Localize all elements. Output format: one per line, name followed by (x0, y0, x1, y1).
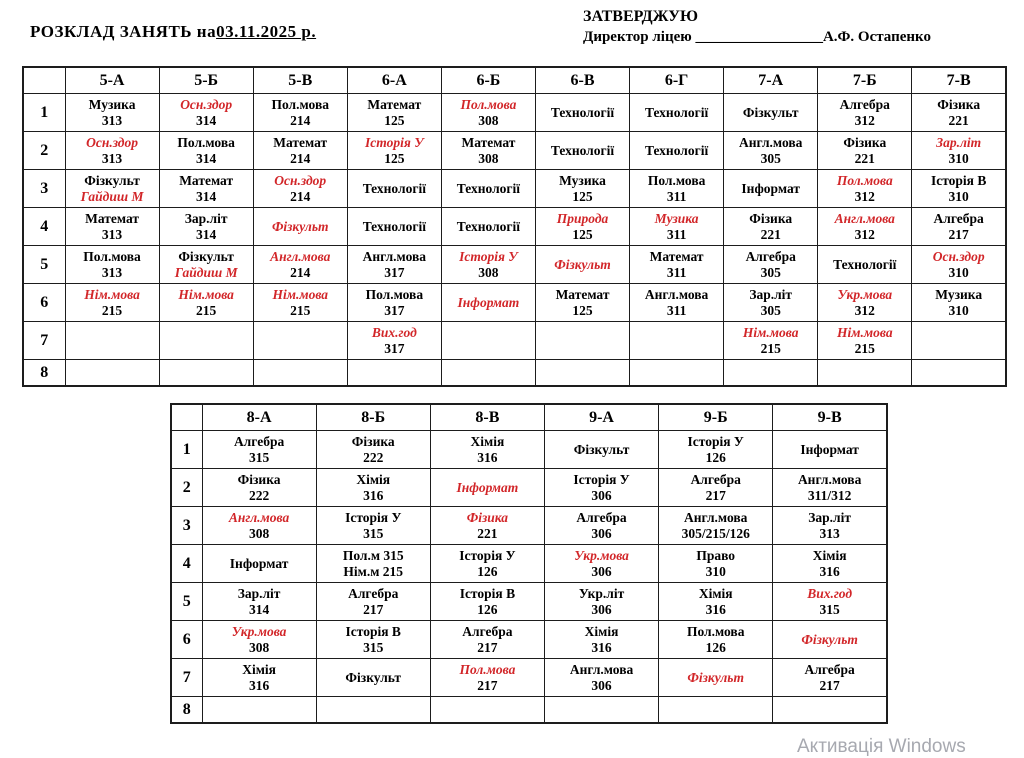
corner-cell (23, 67, 65, 94)
cell-8-Б-p1: Фізика 222 (316, 431, 430, 469)
cell-6-В-p3: Музика 125 (535, 170, 629, 208)
period-number: 2 (171, 469, 202, 507)
cell-6-Б-p5: Історія У 308 (441, 246, 535, 284)
page-title (30, 22, 316, 42)
class-header-9-Б: 9-Б (659, 404, 773, 431)
cell-9-А-p6: Хімія 316 (544, 621, 658, 659)
cell-8-В-p6: Алгебра 217 (430, 621, 544, 659)
cell-6-Г-p4: Музика 311 (630, 208, 724, 246)
cell-7-В-p3: Історія В 310 (912, 170, 1006, 208)
class-header-5-Б: 5-Б (159, 67, 253, 94)
title-text: РОЗКЛАД ЗАНЯТЬ на (30, 22, 217, 41)
cell-5-Б-p1: Осн.здор 314 (159, 94, 253, 132)
cell-8-Б-p5: Алгебра 217 (316, 583, 430, 621)
cell-7-В-p1: Фізика 221 (912, 94, 1006, 132)
cell-6-Г-p2: Технології (630, 132, 724, 170)
cell-7-В-p6: Музика 310 (912, 284, 1006, 322)
approval-block (583, 8, 931, 46)
cell-9-А-p8 (544, 697, 658, 724)
cell-6-Б-p6: Інформат (441, 284, 535, 322)
cell-5-В-p2: Математ 214 (253, 132, 347, 170)
cell-8-В-p5: Історія В 126 (430, 583, 544, 621)
period-number: 2 (23, 132, 65, 170)
cell-8-А-p6: Укр.мова 308 (202, 621, 316, 659)
cell-8-Б-p7: Фізкульт (316, 659, 430, 697)
cell-5-А-p8 (65, 360, 159, 387)
schedule-date: 03.11.2025 р. (216, 22, 317, 41)
cell-5-В-p3: Осн.здор 214 (253, 170, 347, 208)
cell-5-Б-p5: Фізкульт Гайдиш М (159, 246, 253, 284)
cell-7-А-p4: Фізика 221 (724, 208, 818, 246)
cell-8-Б-p6: Історія В 315 (316, 621, 430, 659)
cell-9-Б-p5: Хімія 316 (659, 583, 773, 621)
cell-7-Б-p2: Фізика 221 (818, 132, 912, 170)
period-number: 8 (171, 697, 202, 724)
period-number: 7 (171, 659, 202, 697)
schedule-table-wrapper-5-7 (22, 66, 1007, 387)
class-header-9-В: 9-В (773, 404, 887, 431)
cell-9-А-p1: Фізкульт (544, 431, 658, 469)
cell-5-В-p1: Пол.мова 214 (253, 94, 347, 132)
cell-8-А-p2: Фізика 222 (202, 469, 316, 507)
cell-6-А-p1: Математ 125 (347, 94, 441, 132)
period-number: 4 (171, 545, 202, 583)
cell-8-Б-p3: Історія У 315 (316, 507, 430, 545)
cell-8-А-p4: Інформат (202, 545, 316, 583)
cell-6-В-p8 (535, 360, 629, 387)
cell-5-Б-p4: Зар.літ 314 (159, 208, 253, 246)
cell-8-Б-p2: Хімія 316 (316, 469, 430, 507)
cell-6-Б-p7 (441, 322, 535, 360)
class-header-7-В: 7-В (912, 67, 1006, 94)
schedule-table-wrapper-8-9 (170, 403, 888, 724)
cell-9-А-p3: Алгебра 306 (544, 507, 658, 545)
director-name: А.Ф. Остапенко (822, 29, 932, 45)
cell-9-В-p1: Інформат (773, 431, 887, 469)
cell-8-В-p4: Історія У 126 (430, 545, 544, 583)
cell-6-А-p4: Технології (347, 208, 441, 246)
cell-9-В-p8 (773, 697, 887, 724)
cell-5-Б-p7 (159, 322, 253, 360)
period-number: 7 (23, 322, 65, 360)
cell-9-В-p4: Хімія 316 (773, 545, 887, 583)
class-header-7-А: 7-А (724, 67, 818, 94)
cell-6-В-p6: Математ 125 (535, 284, 629, 322)
period-number: 5 (23, 246, 65, 284)
cell-8-В-p8 (430, 697, 544, 724)
cell-6-А-p5: Англ.мова 317 (347, 246, 441, 284)
cell-7-А-p2: Англ.мова 305 (724, 132, 818, 170)
cell-6-Г-p3: Пол.мова 311 (630, 170, 724, 208)
cell-6-Б-p1: Пол.мова 308 (441, 94, 535, 132)
period-number: 6 (171, 621, 202, 659)
cell-5-В-p4: Фізкульт (253, 208, 347, 246)
cell-9-Б-p2: Алгебра 217 (659, 469, 773, 507)
class-header-5-А: 5-А (65, 67, 159, 94)
signature-blank: _________________ (695, 29, 823, 45)
cell-5-А-p7 (65, 322, 159, 360)
class-header-8-Б: 8-Б (316, 404, 430, 431)
period-number: 3 (23, 170, 65, 208)
period-number: 1 (171, 431, 202, 469)
class-header-8-В: 8-В (430, 404, 544, 431)
cell-6-Г-p1: Технології (630, 94, 724, 132)
cell-5-В-p5: Англ.мова 214 (253, 246, 347, 284)
cell-5-В-p8 (253, 360, 347, 387)
cell-9-Б-p4: Право 310 (659, 545, 773, 583)
period-number: 5 (171, 583, 202, 621)
cell-9-А-p7: Англ.мова 306 (544, 659, 658, 697)
cell-9-В-p2: Англ.мова 311/312 (773, 469, 887, 507)
cell-9-А-p2: Історія У 306 (544, 469, 658, 507)
cell-7-Б-p4: Англ.мова 312 (818, 208, 912, 246)
cell-7-А-p8 (724, 360, 818, 387)
cell-8-А-p7: Хімія 316 (202, 659, 316, 697)
windows-activation-watermark: Активація Windows (797, 736, 966, 757)
cell-7-В-p5: Осн.здор 310 (912, 246, 1006, 284)
cell-9-А-p5: Укр.літ 306 (544, 583, 658, 621)
cell-6-Г-p7 (630, 322, 724, 360)
cell-9-Б-p3: Англ.мова 305/215/126 (659, 507, 773, 545)
director-role-label: Директор ліцею (583, 29, 692, 45)
approval-heading: ЗАТВЕРДЖУЮ (583, 8, 699, 25)
cell-7-Б-p6: Укр.мова 312 (818, 284, 912, 322)
cell-8-Б-p8 (316, 697, 430, 724)
cell-8-Б-p4: Пол.м 315 Нім.м 215 (316, 545, 430, 583)
corner-cell (171, 404, 202, 431)
cell-6-А-p6: Пол.мова 317 (347, 284, 441, 322)
class-header-8-А: 8-А (202, 404, 316, 431)
cell-5-А-p6: Нім.мова 215 (65, 284, 159, 322)
approval-signature-line (583, 29, 931, 46)
class-header-9-А: 9-А (544, 404, 658, 431)
cell-6-А-p2: Історія У 125 (347, 132, 441, 170)
cell-5-А-p4: Математ 313 (65, 208, 159, 246)
cell-6-Б-p2: Математ 308 (441, 132, 535, 170)
schedule-table-grades-5-7 (22, 66, 1007, 387)
cell-6-В-p5: Фізкульт (535, 246, 629, 284)
cell-9-В-p5: Вих.год 315 (773, 583, 887, 621)
cell-6-Г-p8 (630, 360, 724, 387)
cell-8-А-p1: Алгебра 315 (202, 431, 316, 469)
class-header-5-В: 5-В (253, 67, 347, 94)
period-number: 1 (23, 94, 65, 132)
cell-7-А-p5: Алгебра 305 (724, 246, 818, 284)
cell-9-В-p3: Зар.літ 313 (773, 507, 887, 545)
cell-8-В-p3: Фізика 221 (430, 507, 544, 545)
period-number: 4 (23, 208, 65, 246)
cell-7-А-p7: Нім.мова 215 (724, 322, 818, 360)
cell-7-А-p3: Інформат (724, 170, 818, 208)
cell-6-Г-p6: Англ.мова 311 (630, 284, 724, 322)
class-header-6-А: 6-А (347, 67, 441, 94)
class-header-7-Б: 7-Б (818, 67, 912, 94)
cell-7-Б-p7: Нім.мова 215 (818, 322, 912, 360)
cell-6-А-p7: Вих.год 317 (347, 322, 441, 360)
cell-6-Г-p5: Математ 311 (630, 246, 724, 284)
schedule-table-grades-8-9 (170, 403, 888, 724)
cell-9-В-p7: Алгебра 217 (773, 659, 887, 697)
cell-6-В-p7 (535, 322, 629, 360)
cell-7-В-p7 (912, 322, 1006, 360)
cell-9-В-p6: Фізкульт (773, 621, 887, 659)
cell-5-Б-p8 (159, 360, 253, 387)
class-header-6-Б: 6-Б (441, 67, 535, 94)
cell-5-В-p7 (253, 322, 347, 360)
cell-7-А-p6: Зар.літ 305 (724, 284, 818, 322)
cell-6-А-p3: Технології (347, 170, 441, 208)
cell-9-А-p4: Укр.мова 306 (544, 545, 658, 583)
cell-6-Б-p8 (441, 360, 535, 387)
cell-6-В-p4: Природа 125 (535, 208, 629, 246)
cell-5-А-p5: Пол.мова 313 (65, 246, 159, 284)
cell-6-В-p1: Технології (535, 94, 629, 132)
cell-7-Б-p3: Пол.мова 312 (818, 170, 912, 208)
cell-5-Б-p2: Пол.мова 314 (159, 132, 253, 170)
cell-9-Б-p7: Фізкульт (659, 659, 773, 697)
class-header-6-В: 6-В (535, 67, 629, 94)
cell-5-Б-p3: Математ 314 (159, 170, 253, 208)
period-number: 8 (23, 360, 65, 387)
cell-5-А-p3: Фізкульт Гайдиш М (65, 170, 159, 208)
cell-5-В-p6: Нім.мова 215 (253, 284, 347, 322)
cell-5-А-p2: Осн.здор 313 (65, 132, 159, 170)
period-number: 6 (23, 284, 65, 322)
class-header-6-Г: 6-Г (630, 67, 724, 94)
cell-6-Б-p4: Технології (441, 208, 535, 246)
cell-8-В-p1: Хімія 316 (430, 431, 544, 469)
cell-8-А-p8 (202, 697, 316, 724)
cell-9-Б-p6: Пол.мова 126 (659, 621, 773, 659)
cell-9-Б-p1: Історія У 126 (659, 431, 773, 469)
cell-7-А-p1: Фізкульт (724, 94, 818, 132)
cell-8-А-p5: Зар.літ 314 (202, 583, 316, 621)
cell-6-Б-p3: Технології (441, 170, 535, 208)
cell-7-В-p4: Алгебра 217 (912, 208, 1006, 246)
cell-8-В-p7: Пол.мова 217 (430, 659, 544, 697)
cell-9-Б-p8 (659, 697, 773, 724)
cell-7-Б-p5: Технології (818, 246, 912, 284)
cell-8-А-p3: Англ.мова 308 (202, 507, 316, 545)
cell-7-Б-p1: Алгебра 312 (818, 94, 912, 132)
cell-6-А-p8 (347, 360, 441, 387)
cell-7-Б-p8 (818, 360, 912, 387)
cell-7-В-p2: Зар.літ 310 (912, 132, 1006, 170)
cell-6-В-p2: Технології (535, 132, 629, 170)
cell-8-В-p2: Інформат (430, 469, 544, 507)
cell-7-В-p8 (912, 360, 1006, 387)
cell-5-А-p1: Музика 313 (65, 94, 159, 132)
period-number: 3 (171, 507, 202, 545)
cell-5-Б-p6: Нім.мова 215 (159, 284, 253, 322)
